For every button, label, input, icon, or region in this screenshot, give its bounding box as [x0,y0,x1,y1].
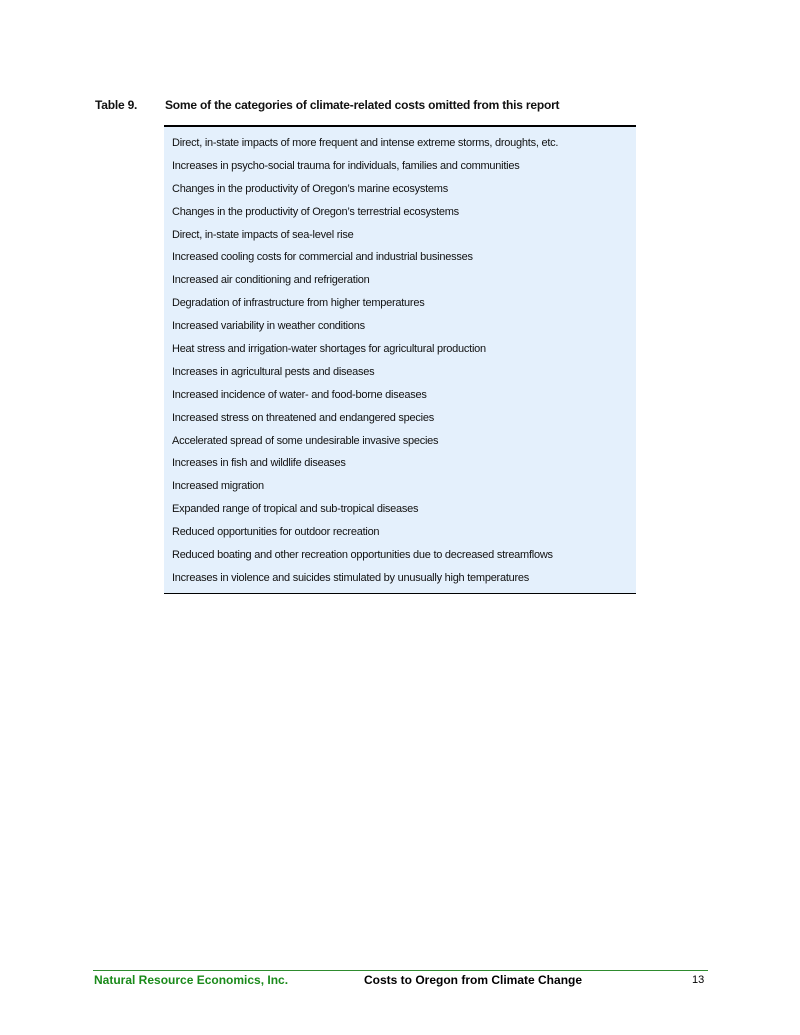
table-row: Increased air conditioning and refrigeration [172,274,370,287]
table-row: Reduced opportunities for outdoor recreation [172,526,380,539]
table-row: Increased cooling costs for commercial and industrial businesses [172,251,473,264]
table-row: Increased variability in weather conditions [172,320,365,333]
omitted-costs-table [164,125,636,594]
footer-document-title: Costs to Oregon from Climate Change [364,973,583,987]
table-title: Some of the categories of climate-related costs omitted from this report [165,98,560,112]
table-row: Heat stress and irrigation-water shortages for agricultural production [172,343,486,356]
table-row: Increased incidence of water- and food-borne diseases [172,388,427,401]
table-row: Increased stress on threatened and endangered species [172,411,434,424]
table-caption [95,98,655,116]
table-row: Increases in violence and suicides stimulated by unusually high temperatures [172,571,530,584]
table-row: Reduced boating and other recreation opportunities due to decreased streamflows [172,549,553,562]
footer-divider [93,970,708,971]
table-row: Changes in the productivity of Oregon’s terrestrial ecosystems [172,205,459,218]
page-number: 13 [692,974,705,986]
table-row: Direct, in-state impacts of sea-level rise [172,228,354,241]
table-row: Increased migration [172,480,264,493]
table-row: Expanded range of tropical and sub-tropical diseases [172,503,419,516]
table-number: Table 9. [95,98,138,112]
footer-organization: Natural Resource Economics, Inc. [94,973,289,987]
table-row: Accelerated spread of some undesirable invasive species [172,434,439,447]
table-row: Increases in agricultural pests and diseases [172,365,375,378]
table-row: Direct, in-state impacts of more frequent and intense extreme storms, droughts, etc. [172,137,559,149]
table-row: Degradation of infrastructure from higher temperatures [172,297,425,310]
table-row: Changes in the productivity of Oregon’s marine ecosystems [172,182,448,195]
table-row: Increases in psycho-social trauma for individuals, families and communities [172,159,520,172]
table-row: Increases in fish and wildlife diseases [172,457,346,470]
